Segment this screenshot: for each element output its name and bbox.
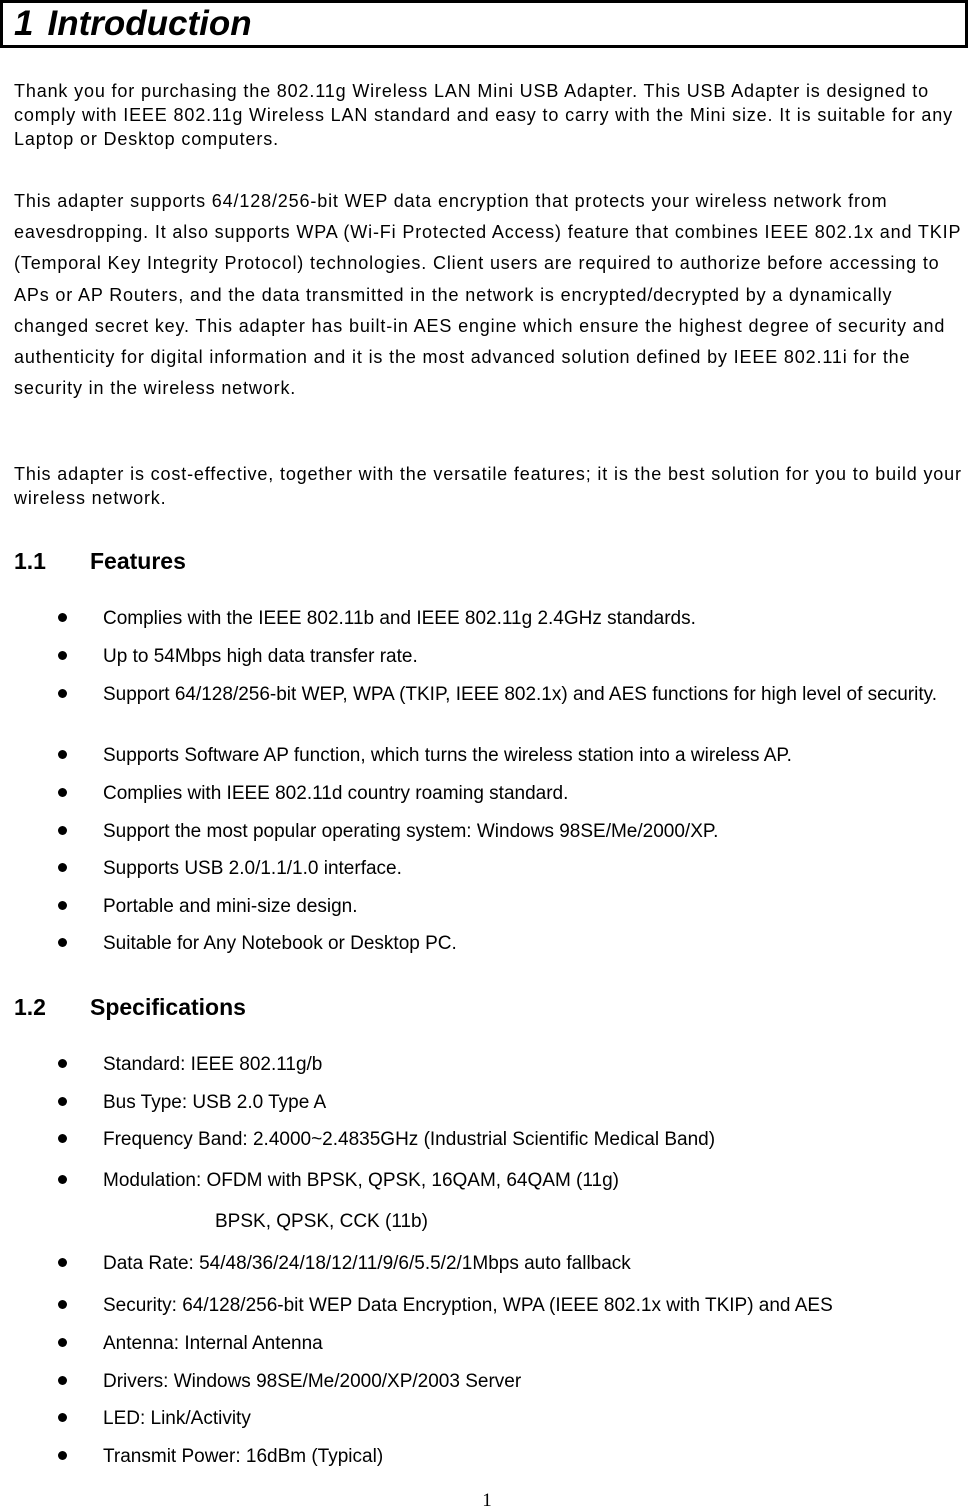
spec-item-text: Frequency Band: 2.4000~2.4835GHz (Industrial Scientific Medical Band) [103,1129,716,1150]
bullet-dot-icon [58,750,67,759]
bullet-dot-icon [58,1376,67,1385]
bullet-dot-icon [58,1451,67,1460]
bullet-dot-icon [58,1134,67,1143]
bullet-dot-icon [58,863,67,872]
feature-item-text: Supports Software AP function, which turns the wireless station into a wireless AP. [103,745,792,766]
spec-item-text: Transmit Power: 16dBm (Typical) [103,1446,384,1467]
chapter-title-text: Introduction [47,4,252,43]
feature-item-text: Complies with IEEE 802.11d country roaming standard. [103,783,569,804]
chapter-number: 1 [14,4,34,43]
intro-paragraph-3: This adapter is cost-effective, together with the versatile features; it is the best solution for you to build your wireless network. [14,464,962,508]
bullet-dot-icon [58,938,67,947]
specifications-section-number: 1.2 [14,994,46,1020]
spec-item-text: Drivers: Windows 98SE/Me/2000/XP/2003 Server [103,1371,522,1392]
bullet-dot-icon [58,788,67,797]
specifications-heading [14,993,246,1021]
bullet-dot-icon [58,613,67,622]
features-heading [14,547,186,575]
bullet-dot-icon [58,1300,67,1309]
modulation-continuation: BPSK, QPSK, CCK (11b) [215,1211,428,1232]
chapter-title [14,2,252,46]
spec-item-text: Data Rate: 54/48/36/24/18/12/11/9/6/5.5/2/1Mbps auto fallback [103,1253,631,1274]
spec-item-text: Bus Type: USB 2.0 Type A [103,1092,327,1113]
bullet-dot-icon [58,689,67,698]
bullet-dot-icon [58,1413,67,1422]
spec-item-text: LED: Link/Activity [103,1408,251,1429]
bullet-dot-icon [58,651,67,660]
feature-item-text: Up to 54Mbps high data transfer rate. [103,646,418,667]
bullet-dot-icon [58,1059,67,1068]
intro-paragraph-2: This adapter supports 64/128/256-bit WEP data encryption that protects your wireless network from eavesdropping. It also supports WPA (Wi-Fi Protected Access) feature that combines IEEE 802.1x and TKIP (Temporal Key Integrity Protocol) technologies. Client users are required to authorize before accessing to APs or AP Routers, and the data transmitted in the network is encrypted/decrypted by a dynamically changed secret key. This adapter has built-in AES engine which ensure the highest degree of security and authenticity for digital information and it is the most advanced solution defined by IEEE 802.11i for the security in the wireless network. [14,191,961,399]
bullet-dot-icon [58,1338,67,1347]
intro-paragraph-1: Thank you for purchasing the 802.11g Wireless LAN Mini USB Adapter. This USB Adapter is designed to comply with IEEE 802.11g Wireless LAN standard and easy to carry with the Mini size. It is suitable for any Laptop or Desktop computers. [14,81,953,149]
features-section-number: 1.1 [14,548,46,574]
bullet-dot-icon [58,1258,67,1267]
bullet-dot-icon [58,1097,67,1106]
feature-item-text: Portable and mini-size design. [103,896,358,917]
bullet-dot-icon [58,826,67,835]
feature-item-text: Support 64/128/256-bit WEP, WPA (TKIP, IEEE 802.1x) and AES functions for high level of security. [103,684,937,705]
bullet-dot-icon [58,1175,67,1184]
feature-item-text: Support the most popular operating system: Windows 98SE/Me/2000/XP. [103,821,719,842]
page-number: 1 [482,1490,492,1511]
feature-item-text: Complies with the IEEE 802.11b and IEEE 802.11g 2.4GHz standards. [103,608,696,629]
spec-item-text: Standard: IEEE 802.11g/b [103,1054,323,1075]
features-section-title: Features [90,548,186,574]
feature-item-text: Suitable for Any Notebook or Desktop PC. [103,933,457,954]
feature-item-text: Supports USB 2.0/1.1/1.0 interface. [103,858,402,879]
spec-item-text: Security: 64/128/256-bit WEP Data Encryption, WPA (IEEE 802.1x with TKIP) and AES [103,1295,833,1316]
bullet-dot-icon [58,901,67,910]
spec-item-text: Antenna: Internal Antenna [103,1333,323,1354]
specifications-section-title: Specifications [90,994,246,1020]
spec-item-text: Modulation: OFDM with BPSK, QPSK, 16QAM, 64QAM (11g) [103,1170,619,1191]
